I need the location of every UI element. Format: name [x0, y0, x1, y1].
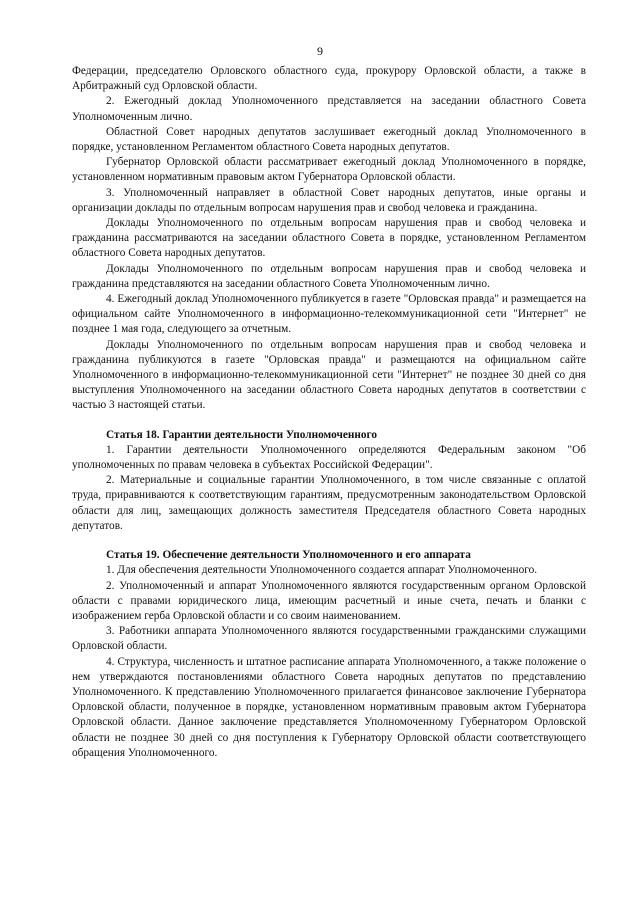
paragraph: 2. Уполномоченный и аппарат Уполномоченного являются государственным органом Орловской области с правами юридического лица, имеющим расчетный и иные счета, печать и бланки с изображением герба Орловской области и со своим наименованием.: [72, 579, 586, 622]
paragraph: 1. Для обеспечения деятельности Уполномоченного создается аппарат Уполномоченного.: [106, 564, 538, 577]
paragraph: Губернатор Орловской области рассматривает ежегодный доклад Уполномоченного в порядке, установленном нормативным правовым актом Губернатора Орловской области.: [72, 156, 586, 184]
paragraph: Областной Совет народных депутатов заслушивает ежегодный доклад Уполномоченного в порядке, установленном Регламентом областного Совета народных депутатов.: [72, 125, 586, 154]
article-19-heading: Статья 19. Обеспечение деятельности Уполномоченного и его аппарата: [106, 549, 471, 562]
paragraph: 1. Гарантии деятельности Уполномоченного определяются Федеральным законом "Об уполномоченных по правам человека в субъектах Российской Федерации".: [72, 443, 586, 472]
paragraph: Доклады Уполномоченного по отдельным вопросам нарушения прав и свобод человека и гражданина рассматриваются на заседании областного Совета в порядке, установленном Регламентом областного Совета народных депутатов.: [72, 217, 586, 260]
section-spacer: [72, 414, 586, 428]
paragraph: 2. Ежегодный доклад Уполномоченного представляется на заседании областного Совета Уполномоченным лично.: [72, 95, 586, 123]
paragraph: 4. Ежегодный доклад Уполномоченного публикуется в газете "Орловская правда" и размещается на официальном сайте Уполномоченного в информационно-телекоммуникационной сети "Интернет" не позднее 1 мая года, следующего за отчетным.: [72, 293, 586, 336]
paragraph: Доклады Уполномоченного по отдельным вопросам нарушения прав и свобод человека и гражданина представляются на заседании областного Совета Уполномоченным лично.: [72, 262, 586, 290]
paragraph: 3. Работники аппарата Уполномоченного являются государственными гражданскими служащими Орловской области.: [72, 625, 586, 653]
paragraph: 2. Материальные и социальные гарантии Уполномоченного, в том числе связанные с оплатой труда, приравниваются к соответствующим гарантиям, предусмотренным законодательством Орловской области для лиц, замещающих должность заместителя Председателя областного Совета народных депутатов.: [72, 474, 586, 532]
article-18-heading: Статья 18. Гарантии деятельности Уполномоченного: [106, 428, 378, 441]
page-number: 9: [317, 44, 323, 58]
paragraph: Доклады Уполномоченного по отдельным вопросам нарушения прав и свобод человека и гражданина публикуются в газете "Орловская правда" и размещаются на официальном сайте Уполномоченного в информационно-телекоммуникационной сети "Интернет" не позднее 30 дней со дня выступления Уполномоченного на заседании областного Совета народных депутатов в соответствии с частью 3 настоящей статьи.: [72, 338, 586, 412]
paragraph: 3. Уполномоченный направляет в областной Совет народных депутатов, иные органы и организации доклады по отдельным вопросам нарушения прав и свобод человека и гражданина.: [72, 186, 586, 214]
paragraph: 4. Структура, численность и штатное расписание аппарата Уполномоченного, а также положение о нем утверждаются постановлениями областного Совета народных депутатов по представлению Уполномоченного. К представлению Уполномоченного прилагается финансовое заключение Губернатора Орловской области, полученное в порядке, установленном нормативным правовым актом Губернатора Орловской области. Данное заключение представляется Уполномоченному Губернатором Орловской области не позднее 30 дней со дня поступления к Губернатору Орловской области соответствующего обращения Уполномоченного.: [72, 655, 586, 759]
document-body: [72, 64, 586, 761]
section-spacer: [72, 534, 586, 548]
paragraph: Федерации, председателю Орловского областного суда, прокурору Орловской области, а также в Арбитражный суд Орловской области.: [72, 65, 586, 93]
